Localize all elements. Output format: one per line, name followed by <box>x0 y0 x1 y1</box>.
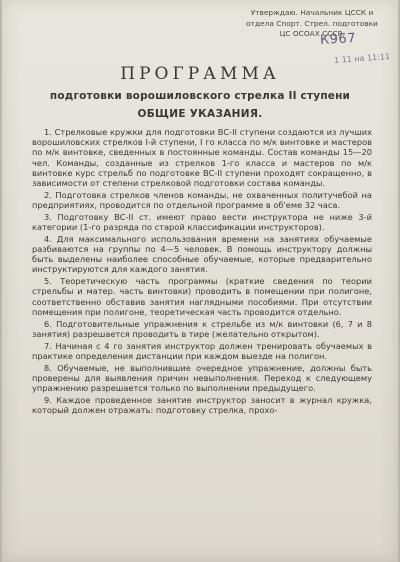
paragraph-6: 6. Подготовительные упражнения к стрельбе из м/к винтовки (6, 7 и 8 занятия) разрешается проводить в тире (желательно открытом). <box>32 318 372 339</box>
paragraph-4: 4. Для максимального использования времени на занятиях обучаемые разбиваются на группы по 4—5 человек. В помощь инструктору должны быть выделены наиболее способные обучаемые, которые предварительно инструктируются для каждого занятия. <box>32 233 372 275</box>
document-page <box>2 0 398 562</box>
approval-line-1: Утверждаю. Начальник ЦССК и <box>250 8 374 17</box>
page-title: ПРОГРАММА <box>120 64 280 84</box>
paragraph-5: 5. Теоретическую часть программы (краткие сведения по теории стрельбы и матер. часть винтовки) проводить в помещении при полигоне, соответственно обставив занятия наглядными пособиями. При отсутствии помещения при полигоне, теоретическая часть проводится отдельно. <box>32 276 372 317</box>
paragraph-2: 2. Подготовка стрелков членов команды, не охваченных политучебой на предприятиях, проводится по отдельной программе в об'еме 32 часа. <box>32 189 372 211</box>
paragraph-1: 1. Стрелковые кружки для подготовки ВС-II ступени создаются из лучших ворошиловских стрелков I-й ступени, I го класса по м/к винтовке и мастеров по м/к винтовке, сведенных в постоянные команды. Состав команды 15—20 чел. Команды, созданные из стрелков 1-го класса и мастеров по м/к винтовке курс стрельб по подготовке ВС-II ступени проходят сокращенно, в зависимости от степени стрелковой подготовки состава команды. <box>32 127 372 189</box>
paragraph-3: 3. Подготовку ВС-II ст. имеют право вести инструктора не ниже 3-й категории (1-го разряда по старой классификации инструкторов). <box>32 211 372 233</box>
handwritten-note: 1 11 на 11:11 <box>333 52 391 65</box>
body-text <box>32 127 372 417</box>
page-subtitle: подготовки ворошиловского стрелка II ступени <box>49 90 351 102</box>
approval-line-3: ЦС ОСОАХ СССР. <box>279 29 345 38</box>
approval-stamp <box>232 8 392 40</box>
paragraph-9: 9. Каждое проведенное занятие инструктор заносит в журнал кружка, который должен отражать: подготовку стрелка, прохо- <box>32 394 372 416</box>
handwritten-code: К967 <box>319 31 357 48</box>
approval-line-2: отдела Спорт. Стрел. подготовки <box>246 18 378 28</box>
section-title: ОБЩИЕ УКАЗАНИЯ. <box>137 108 263 120</box>
paragraph-8: 8. Обучаемые, не выполнившие очередное упражнение, должны быть проверены для выявления причин невыполнения. Переход к следующему упражнению разрешается только по выполнении предыдущего. <box>32 362 372 394</box>
paragraph-7: 7. Начиная с 4 го занятия инструктор должен тренировать обучаемых в практике определения дистанции при каждом выезде на полигон. <box>32 340 372 361</box>
